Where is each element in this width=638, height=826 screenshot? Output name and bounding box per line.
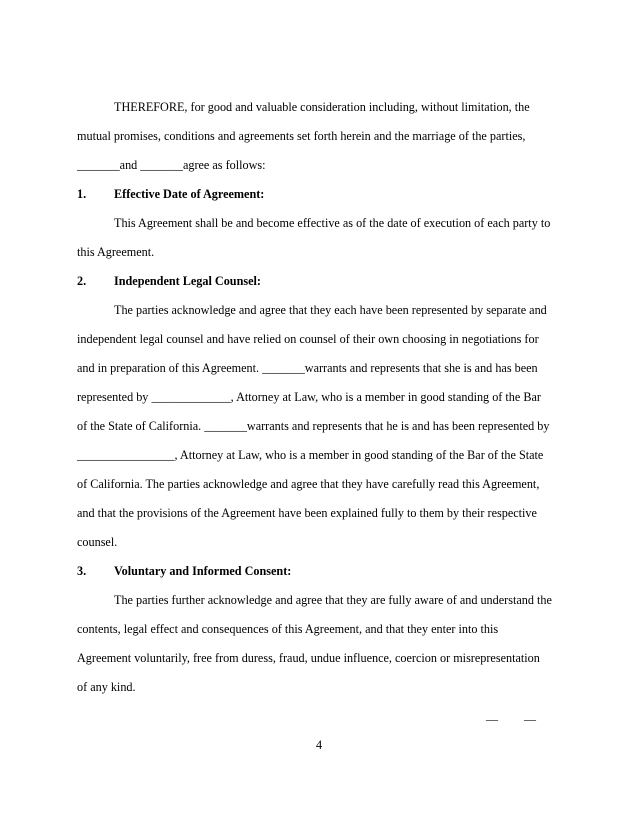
section-2-line-4: represented by _____________, Attorney at Law, who is a member in good standing of the Bar	[77, 390, 541, 404]
section-2-line-2: independent legal counsel and have relied on counsel of their own choosing in negotiations for	[77, 332, 539, 346]
section-2-heading: Independent Legal Counsel:	[114, 274, 261, 288]
intro-line-2: mutual promises, conditions and agreements set forth herein and the marriage of the parties,	[77, 129, 526, 143]
section-2-line-6: ________________, Attorney at Law, who is a member in good standing of the Bar of the State	[77, 448, 544, 462]
intro-line-3: _______and _______agree as follows:	[77, 158, 266, 172]
section-2-line-3: and in preparation of this Agreement. _______warrants and represents that she is and has been	[77, 361, 538, 375]
section-2-number: 2.	[77, 274, 87, 288]
section-1-line-1: This Agreement shall be and become effective as of the date of execution of each party to	[114, 216, 551, 230]
section-2-line-1: The parties acknowledge and agree that they each have been represented by separate and	[114, 303, 547, 317]
section-2-line-8: and that the provisions of the Agreement have been explained fully to them by their respective	[77, 506, 537, 520]
initials-blank-1: __	[486, 708, 498, 722]
section-3-line-2: contents, legal effect and consequences of this Agreement, and that they enter into this	[77, 622, 499, 636]
section-1-heading: Effective Date of Agreement:	[114, 187, 265, 201]
initials-blank-2: __	[524, 708, 536, 722]
section-2-line-9: counsel.	[77, 535, 118, 549]
section-3-line-3: Agreement voluntarily, free from duress, fraud, undue influence, coercion or misrepresentation	[77, 651, 540, 665]
section-2-line-7: of California. The parties acknowledge and agree that they have carefully read this Agreement,	[77, 477, 540, 491]
section-2-line-5: of the State of California. _______warrants and represents that he is and has been represented by	[77, 419, 550, 433]
intro-line-1: THEREFORE, for good and valuable consideration including, without limitation, the	[114, 100, 530, 114]
section-3-heading: Voluntary and Informed Consent:	[114, 564, 292, 578]
page-number: 4	[315, 738, 323, 752]
section-3-line-1: The parties further acknowledge and agree that they are fully aware of and understand the	[114, 593, 552, 607]
section-3-line-4: of any kind.	[77, 680, 136, 694]
section-1-line-2: this Agreement.	[77, 245, 155, 259]
section-1-number: 1.	[77, 187, 87, 201]
section-3-number: 3.	[77, 564, 87, 578]
